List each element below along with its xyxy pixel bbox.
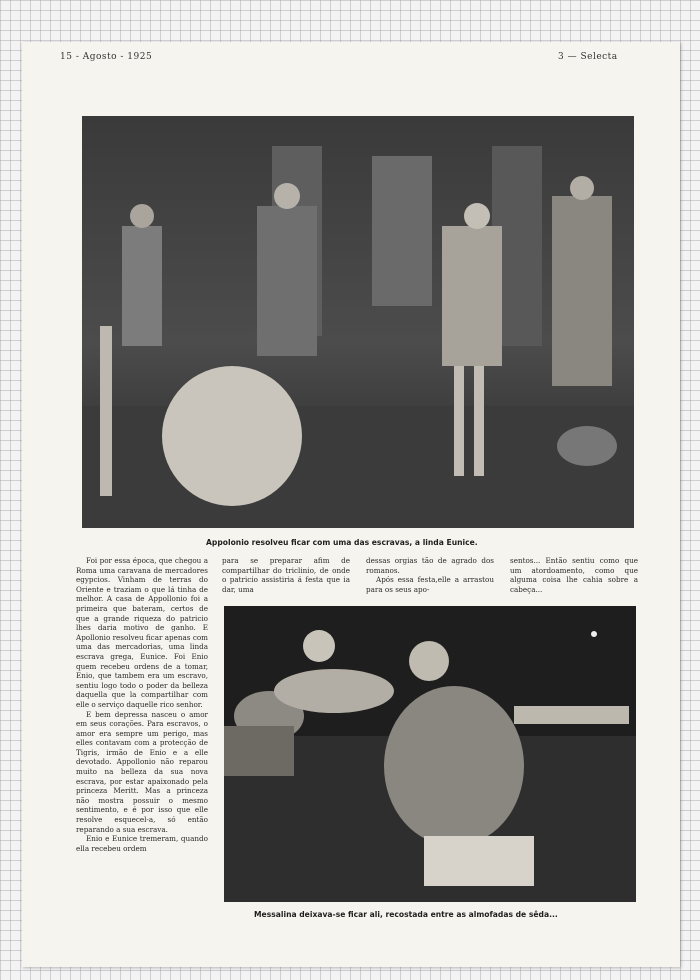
top-photograph — [82, 116, 634, 528]
issue-date: 15 - Agosto - 1925 — [60, 52, 153, 62]
article-column-3 — [366, 556, 494, 594]
article-paragraph: Foi por essa época, que chegou a Roma uma caravana de mercadores egypcios. Vinham de terras do Oriente e traziam o que lá tinha de melhor. A casa de Appollonio foi a primeira que bateram, certos de que a grande riqueza do patricio lhes daria motivo de ganho. E Apollonio resolveu ficar apenas com uma das mercadorias, uma linda escrava grega, Eunice. Foi Enio quem recebeu ordens de a tomar, Enio, que tambem era um escravo, sentiu logo todo o poder da belleza daquella que la compartilhar com elle o serviço daquelle rico senhor. — [76, 556, 208, 709]
article-column-2 — [222, 556, 350, 594]
article-paragraph: para se preparar afim de compartilhar do triclinio, de onde o patricio assistiria á festa que ia dar, uma — [222, 556, 350, 594]
article-paragraph: dessas orgias tão de agrado dos romanos. — [366, 556, 494, 575]
article-column-1 — [76, 556, 208, 853]
bottom-photo-caption: Messalina deixava-se ficar ali, recostada entre as almofadas de sêda... — [254, 910, 558, 919]
article-paragraph: E bem depressa nasceu o amor em seus corações. Para escravos, o amor era sempre um perigo, mas elles contavam com a protecção de Tigris, irmão de Enio e a elle devotado. Appollonio não reparou muito na belleza da sua nova escrava, por estar apaixonado pela princeza Meritt. Mas a princeza não mostra possuir o mesmo sentimento, e é por isso que elle resolve esquecel-a, só então reparando a sua escrava. — [76, 709, 208, 834]
article-paragraph: sentos... Então sentiu como que um atordoamento, como que alguma coisa lhe cahia sobre a cabeça... — [510, 556, 638, 594]
article-paragraph: Enio e Eunice tremeram, quando ella recebeu ordem — [76, 834, 208, 853]
article-paragraph: Após essa festa,elle a arrastou para os seus apo- — [366, 575, 494, 594]
article-column-4 — [510, 556, 638, 594]
page-number-title: 3 — Selecta — [558, 52, 618, 62]
bottom-photograph — [224, 606, 636, 902]
top-photo-caption: Appolonio resolveu ficar com uma das escravas, a linda Eunice. — [206, 538, 478, 547]
